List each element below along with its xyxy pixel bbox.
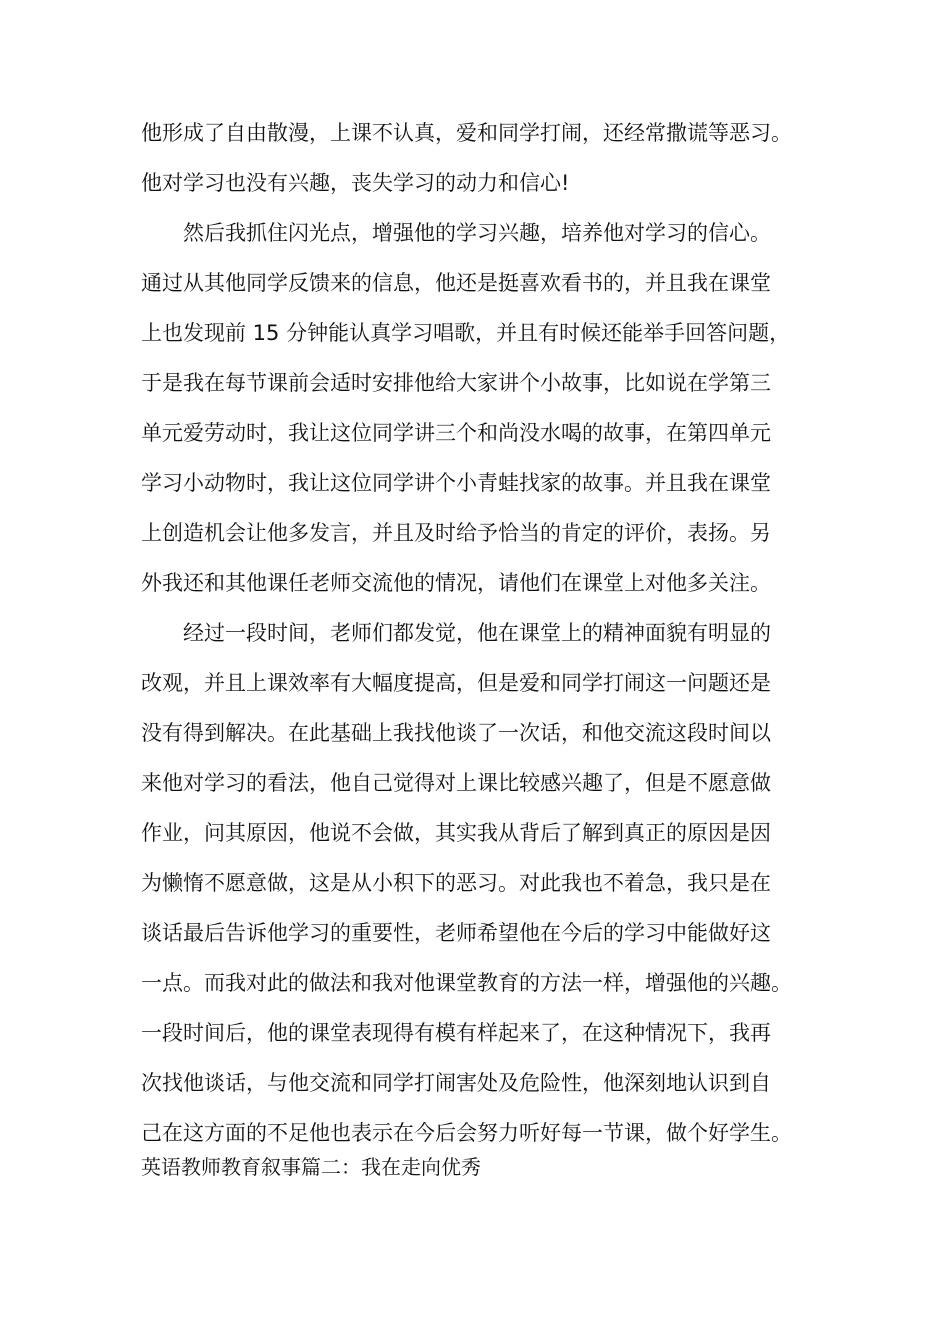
paragraph-line: 外我还和其他课任老师交流他的情况，请他们在课堂上对他多关注。	[141, 571, 771, 595]
paragraph-line: 谈话最后告诉他学习的重要性，老师希望他在今后的学习中能做好这	[141, 921, 771, 945]
paragraph-line: 单元爱劳动时，我让这位同学讲三个和尚没水喝的故事，在第四单元	[141, 421, 771, 445]
paragraph-line: 于是我在每节课前会适时安排他给大家讲个小故事，比如说在学第三	[141, 371, 771, 395]
paragraph-line: 一点。而我对此的做法和我对他课堂教育的方法一样，增强他的兴趣。	[141, 971, 792, 995]
paragraph-line: 一段时间后，他的课堂表现得有模有样起来了，在这种情况下，我再	[141, 1021, 771, 1045]
paragraph-line: 己在这方面的不足他也表示在今后会努力听好每一节课，做个好学生。	[141, 1121, 792, 1145]
paragraph-line: 他对学习也没有兴趣，丧失学习的动力和信心!	[141, 171, 570, 195]
paragraph-line: 上也发现前 15 分钟能认真学习唱歌，并且有时候还能举手回答问题，	[141, 321, 791, 345]
paragraph-line: 作业，问其原因，他说不会做，其实我从背后了解到真正的原因是因	[141, 821, 771, 845]
paragraph-line: 然后我抓住闪光点，增强他的学习兴趣，培养他对学习的信心。	[183, 221, 771, 245]
paragraph-line: 学习小动物时，我让这位同学讲个小青蛙找家的故事。并且我在课堂	[141, 471, 771, 495]
section-heading: 英语教师教育叙事篇二：我在走向优秀	[141, 1155, 481, 1179]
paragraph-line: 来他对学习的看法，他自己觉得对上课比较感兴趣了，但是不愿意做	[141, 771, 771, 795]
paragraph-line: 他形成了自由散漫，上课不认真，爱和同学打闹，还经常撒谎等恶习。	[141, 121, 792, 145]
paragraph-line: 上创造机会让他多发言，并且及时给予恰当的肯定的评价，表扬。另	[141, 521, 771, 545]
paragraph-line: 为懒惰不愿意做，这是从小积下的恶习。对此我也不着急，我只是在	[141, 871, 771, 895]
paragraph-line: 没有得到解决。在此基础上我找他谈了一次话，和他交流这段时间以	[141, 721, 771, 745]
paragraph-line: 改观，并且上课效率有大幅度提高，但是爱和同学打闹这一问题还是	[141, 671, 771, 695]
paragraph-line: 通过从其他同学反馈来的信息，他还是挺喜欢看书的，并且我在课堂	[141, 271, 771, 295]
paragraph-line: 经过一段时间，老师们都发觉，他在课堂上的精神面貌有明显的	[183, 621, 771, 645]
paragraph-line: 次找他谈话，与他交流和同学打闹害处及危险性，他深刻地认识到自	[141, 1071, 771, 1095]
